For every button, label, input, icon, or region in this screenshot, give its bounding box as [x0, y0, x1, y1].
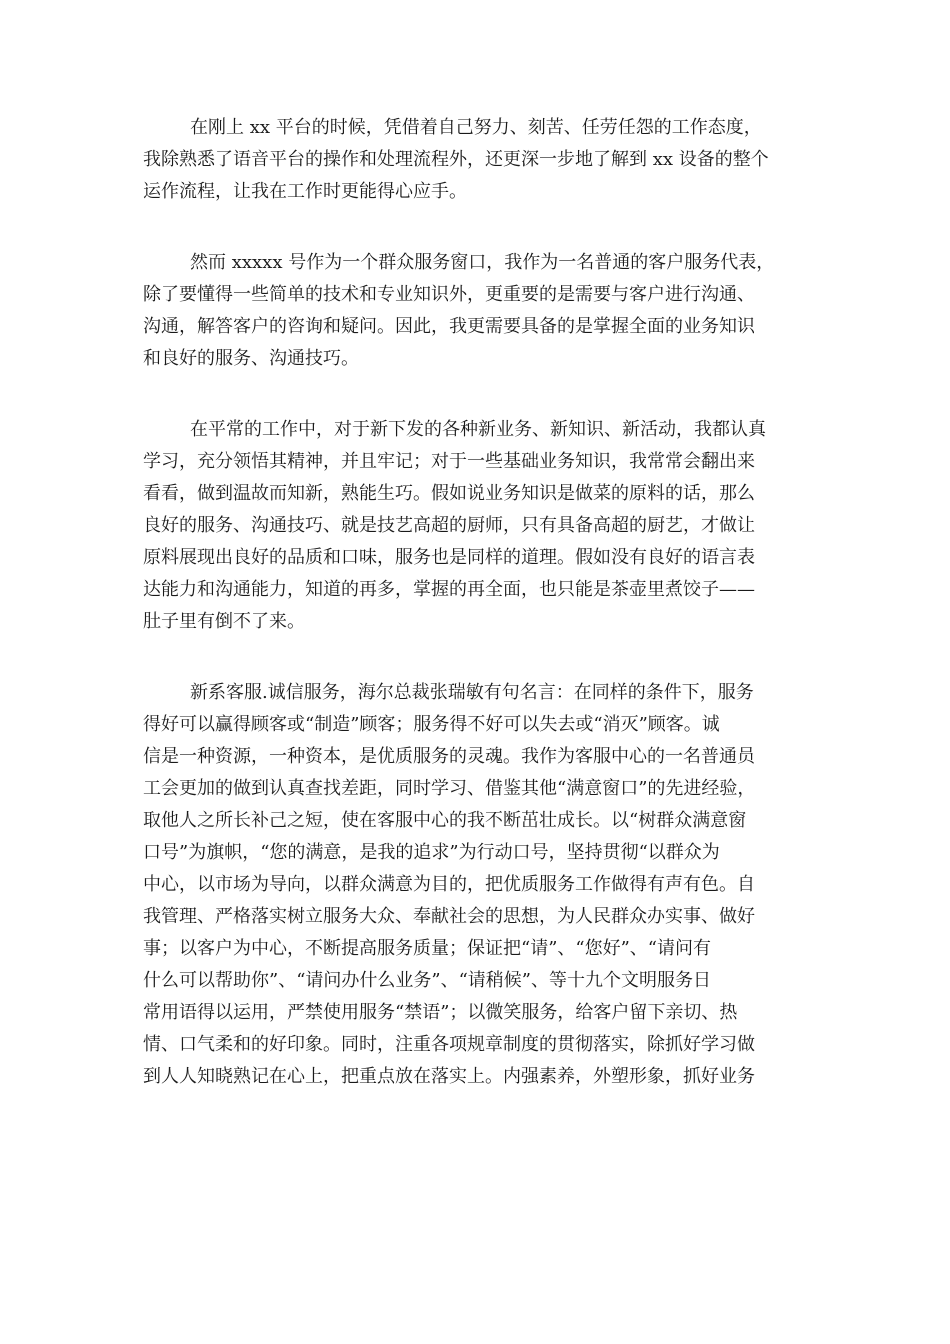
paragraph-line: 良好的服务、沟通技巧、就是技艺高超的厨师，只有具备高超的厨艺，才做让 — [143, 515, 755, 536]
paragraph-line: 然而 xxxxx 号作为一个群众服务窗口，我作为一名普通的客户服务代表， — [190, 252, 775, 273]
paragraph-line: 在刚上 xx 平台的时候，凭借着自己努力、刻苦、任劳任怨的工作态度， — [190, 117, 762, 138]
paragraph-line: 新系客服.诚信服务，海尔总裁张瑞敏有句名言：在同样的条件下，服务 — [190, 682, 754, 703]
paragraph-line: 取他人之所长补己之短，使在客服中心的我不断茁壮成长。以“树群众满意窗 — [143, 810, 747, 831]
document-body — [143, 112, 823, 1132]
paragraph-line: 和良好的服务、沟通技巧。 — [143, 348, 359, 369]
paragraph-line: 情、口气柔和的好印象。同时，注重各项规章制度的贯彻落实，除抓好学习做 — [143, 1034, 755, 1055]
paragraph-line: 得好可以赢得顾客或“制造”顾客；服务得不好可以失去或“消灭”顾客。诚 — [143, 714, 720, 735]
paragraph-line: 工会更加的做到认真查找差距，同时学习、借鉴其他“满意窗口”的先进经验， — [143, 778, 756, 799]
paragraph-4 — [143, 677, 823, 1093]
paragraph-line: 什么可以帮助你”、“请问办什么业务”、“请稍候”、等十九个文明服务日 — [143, 970, 712, 991]
paragraph-line: 常用语得以运用，严禁使用服务“禁语”；以微笑服务，给客户留下亲切、热 — [143, 1002, 738, 1023]
paragraph-1 — [143, 112, 823, 208]
paragraph-line: 在平常的工作中，对于新下发的各种新业务、新知识、新活动，我都认真 — [190, 419, 766, 440]
paragraph-line: 达能力和沟通能力，知道的再多，掌握的再全面，也只能是茶壶里煮饺子—— — [143, 579, 755, 600]
paragraph-2 — [143, 247, 823, 375]
paragraph-line: 除了要懂得一些简单的技术和专业知识外，更重要的是需要与客户进行沟通、 — [143, 284, 755, 305]
paragraph-line: 信是一种资源，一种资本，是优质服务的灵魂。我作为客服中心的一名普通员 — [143, 746, 755, 767]
paragraph-line: 我管理、严格落实树立服务大众、奉献社会的思想，为人民群众办实事、做好 — [143, 906, 755, 927]
paragraph-line: 中心，以市场为导向，以群众满意为目的，把优质服务工作做得有声有色。自 — [143, 874, 755, 895]
paragraph-line: 肚子里有倒不了来。 — [143, 611, 305, 632]
paragraph-3 — [143, 414, 823, 638]
paragraph-line: 事；以客户为中心，不断提高服务质量；保证把“请”、“您好”、“请问有 — [143, 938, 712, 959]
paragraph-line: 学习，充分领悟其精神，并且牢记；对于一些基础业务知识，我常常会翻出来 — [143, 451, 755, 472]
paragraph-line: 看看，做到温故而知新，熟能生巧。假如说业务知识是做菜的原料的话，那么 — [143, 483, 755, 504]
paragraph-line: 到人人知晓熟记在心上，把重点放在落实上。内强素养，外塑形象，抓好业务 — [143, 1066, 755, 1087]
paragraph-line: 运作流程，让我在工作时更能得心应手。 — [143, 181, 467, 202]
paragraph-line: 原料展现出良好的品质和口味，服务也是同样的道理。假如没有良好的语言表 — [143, 547, 755, 568]
paragraph-line: 沟通，解答客户的咨询和疑问。因此，我更需要具备的是掌握全面的业务知识 — [143, 316, 755, 337]
paragraph-line: 口号”为旗帜，“您的满意，是我的追求”为行动口号，坚持贯彻“以群众为 — [143, 842, 720, 863]
paragraph-line: 我除熟悉了语音平台的操作和处理流程外，还更深一步地了解到 xx 设备的整个 — [143, 149, 769, 170]
